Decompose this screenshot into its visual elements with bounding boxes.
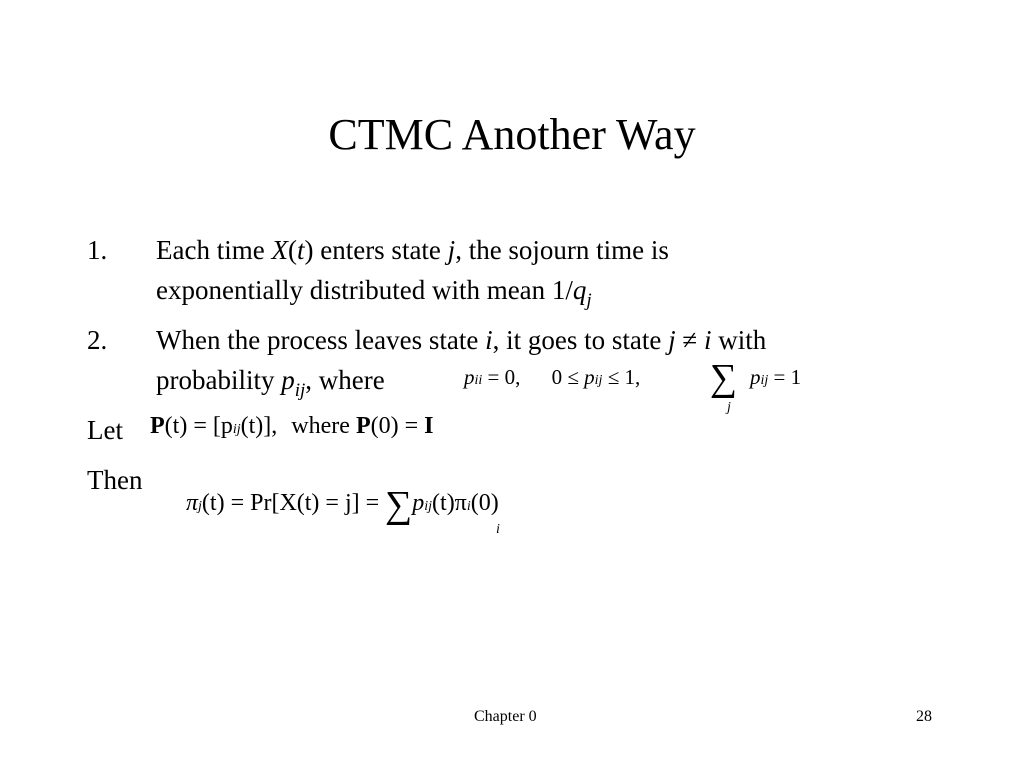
math-text: (0): [470, 490, 499, 516]
math-bold-var: I: [424, 413, 434, 439]
footer-chapter: Chapter 0: [474, 708, 537, 725]
page-number: 28: [916, 708, 932, 725]
math-text: (t) = [p: [164, 413, 233, 439]
sum-index: j: [727, 400, 731, 415]
item-line: [156, 320, 956, 360]
math-var: X: [271, 235, 288, 265]
math-var: p: [281, 365, 295, 395]
math-var: π: [186, 490, 199, 516]
let-label: Let: [87, 415, 123, 445]
math-bold-var: P: [355, 413, 371, 439]
math-text: = 0,: [482, 365, 521, 389]
math-subscript: ij: [760, 373, 769, 388]
math-operator: ≠: [675, 325, 704, 355]
sum-symbol: ∑: [385, 484, 413, 526]
math-paren: (: [287, 235, 297, 265]
math-var: j: [668, 325, 676, 355]
math-var: j: [447, 235, 456, 265]
math-var: p: [584, 365, 595, 389]
item-number: 1.: [87, 235, 108, 265]
math-bold-var: P: [150, 413, 165, 439]
item-body: [156, 230, 956, 321]
item-text: probability: [156, 365, 282, 395]
math-subscript: j: [198, 499, 202, 514]
math-text: 0 ≤: [551, 365, 585, 389]
sum-index: i: [496, 522, 500, 537]
then-label: Then: [87, 465, 143, 495]
item-text: enters state: [313, 235, 448, 265]
conditions-equation: [464, 365, 640, 390]
item-text: exponentially distributed with mean 1/: [156, 275, 573, 305]
item-text: , the sojourn time is: [455, 235, 669, 265]
math-text: (0) =: [370, 413, 425, 439]
item-number: 2.: [87, 325, 108, 355]
math-var: i: [485, 325, 493, 355]
slide-title: CTMC Another Way: [328, 110, 696, 159]
then-equation: [186, 483, 499, 527]
normalization-equation: [750, 365, 801, 390]
math-text: = 1: [768, 365, 802, 389]
math-text: (t)π: [432, 490, 467, 516]
item-text: When the process leaves state: [156, 325, 486, 355]
math-subscript: ij: [594, 373, 603, 388]
math-var: t: [296, 235, 305, 265]
math-subscript: ii: [474, 373, 483, 388]
math-subscript: ij: [424, 499, 433, 514]
math-var: q: [572, 275, 587, 305]
item-text: , where: [305, 365, 385, 395]
math-text: (t) = Pr[X(t) = j] =: [201, 490, 386, 516]
sum-symbol: ∑: [710, 357, 738, 399]
math-var: p: [464, 365, 475, 389]
math-subscript: ij: [232, 422, 241, 437]
item-text: Each time: [156, 235, 272, 265]
item-line: [156, 230, 956, 270]
math-text: where: [291, 413, 356, 439]
math-subscript: ij: [294, 380, 306, 401]
math-var: i: [703, 325, 712, 355]
item-text: with: [711, 325, 767, 355]
let-equation: [150, 413, 433, 440]
math-text: ≤ 1,: [602, 365, 641, 389]
math-subscript: j: [586, 290, 592, 311]
item-text: , it goes to state: [492, 325, 669, 355]
math-var: p: [412, 490, 425, 516]
math-text: (t)],: [240, 413, 278, 439]
math-subscript: i: [466, 499, 471, 514]
item-line: [156, 270, 956, 321]
math-var: p: [750, 365, 761, 389]
math-paren: ): [304, 235, 314, 265]
